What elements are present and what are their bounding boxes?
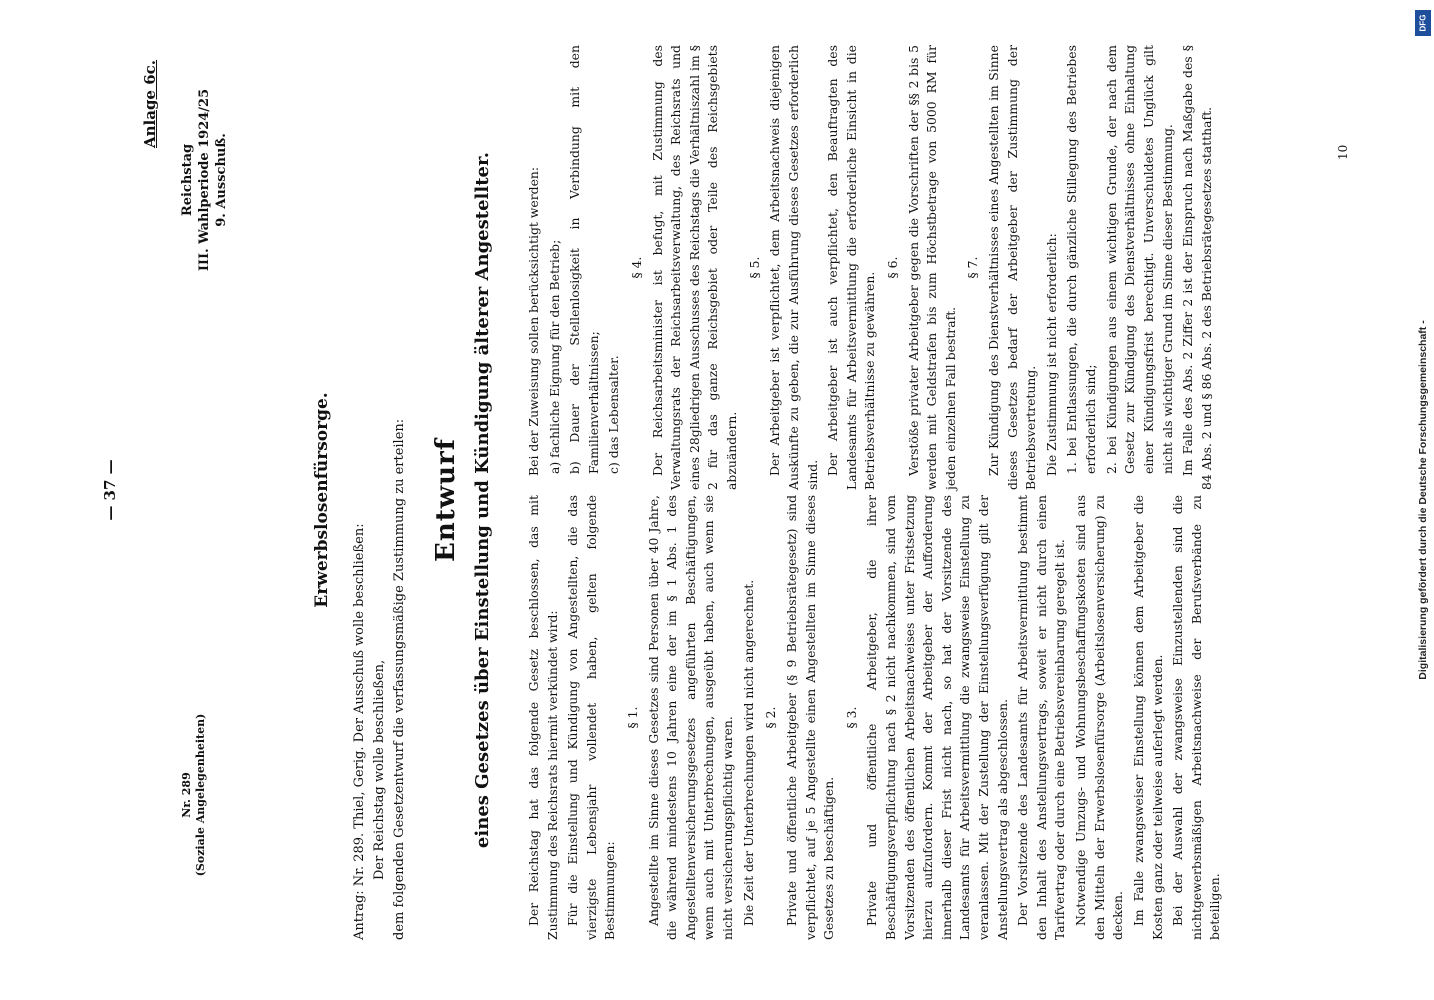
dfg-logo — [1415, 10, 1431, 36]
paragraph: Private und öffentliche Arbeitgeber (§ 9 Betriebsrätegesetz) sind verpflichtet, auf je 5 Angestellte einen Angestellten im Sinne dieses Gesetzes zu beschäftigen. — [783, 495, 837, 940]
document-number — [180, 710, 209, 880]
bottom-page-number: 10 — [1336, 144, 1350, 160]
left-column — [525, 495, 1227, 940]
paragraph: Für die Einstellung und Kündigung von Angestellten, die das vierzigste Lebensjahr vollendet haben, gelten folgende Bestimmungen: — [565, 495, 618, 940]
section-heading: § 3. — [843, 706, 859, 729]
section-heading: § 6. — [884, 256, 900, 279]
antrag-block — [350, 40, 410, 940]
reichstag-line: III. Wahlperiode 1924/25 — [196, 88, 212, 272]
section-heading: § 5. — [746, 256, 762, 279]
list-item: b) Dauer der Stellenlosigkeit in Verbindung mit den Familienverhältnissen; — [567, 45, 601, 474]
section-heading: § 1. — [625, 706, 641, 729]
entwurf-heading: Entwurf — [431, 438, 461, 562]
list-item: 1. bei Entlassungen, die durch gänzliche Stillegung des Betriebes erforderlich sind; — [1064, 45, 1099, 474]
section-heading: § 4. — [629, 256, 645, 279]
paragraph: Private und öffentliche Arbeitgeber, die ihrer Beschäftigungsverpflichtung nach § 2 nicht nachkommen, sind vom Vorsitzenden des öffentlichen Arbeitsnachweises unter Fristsetzung hierzu aufzufordern. Kommt der Arbeitgeber der Aufforderung innerhalb dieser Frist nicht nach, so hat der Vorsitzende des Landesamts für Arbeitsvermittlung die zwangsweise Einstellung zu veranlassen. Mit der Zustellung der Einstellungsverfügung gilt der Anstellungsvertrag als abgeschlossen. — [864, 495, 1010, 940]
paragraph: Der Vorsitzende des Landesamts für Arbeitsvermittlung bestimmt den Inhalt des Anstellungsvertrags, soweit er nicht durch einen Tarifvertrag oder durch eine Betriebsvereinbarung geregelt ist. — [1015, 495, 1068, 940]
paragraph: Angestellte im Sinne dieses Gesetzes sind Personen über 40 Jahre, die während mindestens 10 Jahren eine der im § 1 Abs. 1 des Angestelltenversicherungsgesetzes angeführten Beschäftigungen, wenn auch mit Unterbrechungen, ausgeübt haben, auch wenn sie nicht versicherungspflichtig waren. — [645, 495, 736, 940]
paragraph: Die Zeit der Unterbrechungen wird nicht angerechnet. — [740, 579, 756, 926]
paragraph: Der Arbeitgeber ist verpflichtet, dem Arbeitsnachweis diejenigen Auskünfte zu geben, die zur Ausführung dieses Gesetzes erforderlich sind. — [767, 45, 820, 490]
antrag-line: dem folgenden Gesetzentwurf die verfassungsmäßige Zustimmung zu erteilen: — [392, 418, 408, 940]
section-title: Erwerbslosenfürsorge. — [312, 392, 332, 608]
paragraph: Notwendige Umzugs- und Wohnungsbeschaffungskosten sind aus den Mitteln der Erwerbslosenfürsorge (Arbeitslosenversicherung) zu decken. — [1073, 495, 1126, 940]
paragraph: Die Zustimmung ist nicht erforderlich: — [1043, 233, 1059, 476]
category-label: (Soziale Angelegenheiten) — [194, 713, 208, 877]
paragraph: Im Falle zwangsweiser Einstellung können dem Arbeitgeber die Kosten ganz oder teilweise auferlegt werden. — [1130, 495, 1165, 940]
anlage-label: Anlage 6c. — [141, 60, 159, 149]
list-item: 2. bei Kündigungen aus einem wichtigen Grunde, der nach dem Gesetz zur Kündigung des Dienstverhältnisses ohne Einhaltung einer Kündigungsfrist berechtigt. Unverschuldetes Unglück gilt nicht als wichtiger Grund im Sinne dieser Bestimmung. — [1103, 45, 1175, 474]
paragraph: Im Falle des Abs. 2 Ziffer 2 ist der Einspruch nach Maßgabe des § 84 Abs. 2 und § 86 Abs. 2 des Betriebsrätegesetzes statthaft. — [1180, 45, 1214, 490]
paragraph: Der Reichsarbeitsminister ist befugt, mit Zustimmung des Verwaltungsrats der Reichsarbeitsverwaltung, des Reichsrats und eines 28gliedrigen Ausschusses des Reichstags die Verhältniszahl im § 2 für das ganze Reichsgebiet oder Teile des Reichsgebiets abzuändern. — [649, 45, 740, 490]
paragraph: Zur Kündigung des Dienstverhältnisses eines Angestellten im Sinne dieses Gesetzes bedarf der Arbeitgeber der Zustimmung der Betriebsvertretung. — [986, 45, 1039, 490]
credit-text: Digitalisierung gefördert durch die Deutsche Forschungsgemeinschaft - — [1417, 320, 1429, 680]
section-heading: § 7. — [965, 256, 981, 279]
reichstag-block — [180, 60, 231, 300]
list-item: c) das Lebensalter. — [606, 355, 622, 474]
reichstag-line: Reichstag — [180, 143, 195, 217]
reichstag-line: 9. Ausschuß. — [213, 133, 229, 227]
section-heading: § 2. — [763, 706, 779, 729]
credit-strip — [1412, 0, 1434, 1000]
page-number: — 37 — — [101, 459, 119, 521]
law-title: eines Gesetzes über Einstellung und Kündigung älterer Angestellter. — [472, 151, 493, 849]
paragraph: Bei der Zuweisung sollen berücksichtigt werden: — [526, 166, 541, 476]
paragraph: Der Arbeitgeber ist auch verpflichtet, den Beauftragten des Landesamts für Arbeitsvermittlung die erforderliche Einsicht in die Betriebsverhältnisse zu gewähren. — [825, 45, 878, 490]
antrag-line: Der Reichstag wolle beschließen, — [372, 659, 388, 880]
right-column — [525, 45, 1218, 490]
paragraph: Verstöße privater Arbeitgeber gegen die Vorschriften der §§ 2 bis 5 werden mit Geldstrafen bis zum Höchstbetrage von 5000 RM für jeden einzelnen Fall bestraft. — [905, 45, 958, 490]
dfg-logo-text: DFG — [1418, 14, 1428, 32]
nr-label: Nr. 289 — [180, 772, 193, 818]
antrag-line: Antrag: Nr. 289. Thiel, Gerig. Der Ausschuß wolle beschließen: — [352, 523, 367, 940]
list-item: a) fachliche Eignung für den Betrieb; — [546, 239, 562, 474]
paragraph: Bei der Auswahl der zwangsweise Einzustellenden sind die nichtgewerbsmäßigen Arbeitsnachweise der Berufsverbände zu beteiligen. — [1170, 495, 1223, 940]
paragraph: Der Reichstag hat das folgende Gesetz beschlossen, das mit Zustimmung des Reichsrats hiermit verkündet wird: — [526, 495, 560, 940]
